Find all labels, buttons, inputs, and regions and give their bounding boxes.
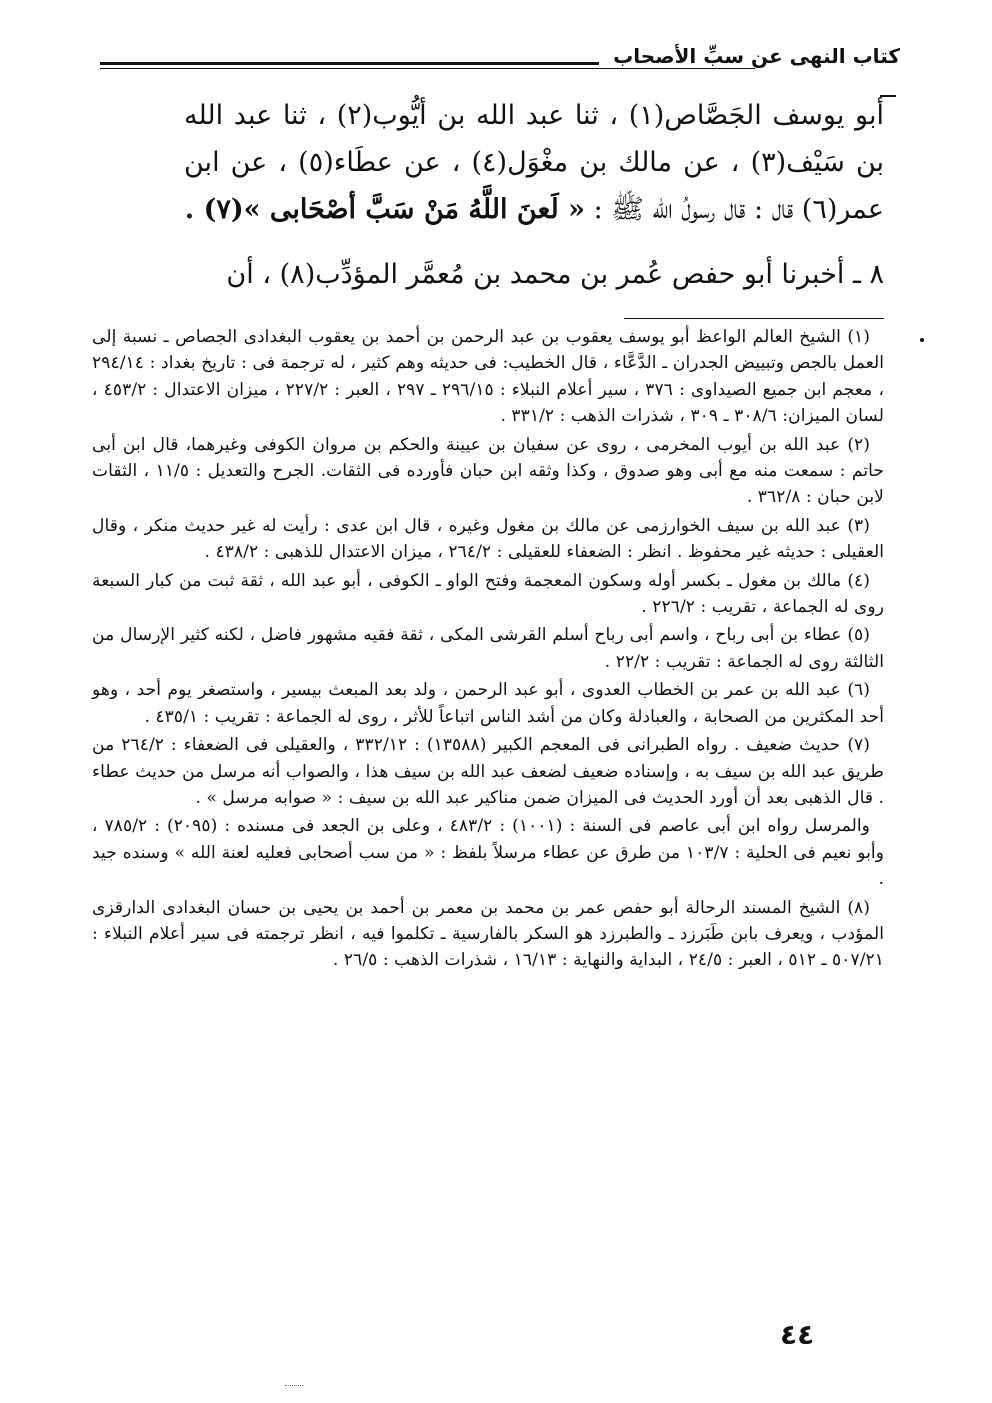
footnote-3: (٣) عبد الله بن سيف الخوارزمى عن مالك بن مغول وغيره ، قال ابن عدى : رأيت له غير حديث منكر ، وقال العقيلى : حديثه غير محفوظ . انظر : الضعفاء للعقيلى : ٢٦٤/٢ ، ميزان الاعتدال للذهبى : ٤٣٨/٢ . xyxy=(92,515,884,563)
margin-dot xyxy=(920,338,924,342)
footnotes xyxy=(92,324,884,976)
footnote-7-continued: والمرسل رواه ابن أبى عاصم فى السنة : (١٠٠١) : ٤٨٣/٢ ، وعلى بن الجعد فى مسنده : (٢٠٩٥) : ٧٨٥/٢ ، وأبو نعيم فى الحلية : ١٠٣/٧ من طرق عن عطاء مرسلاً بلفظ : « من سب أصحابى فعليه لعنة الله » وسنده جيد . xyxy=(92,816,884,890)
scan-mark xyxy=(285,1385,303,1386)
footnote-2: (٢) عبد الله بن أيوب المخرمى ، روى عن سفيان بن عيينة والحكم بن مروان الكوفى وغيرهما، قال ابن أبى حاتم : سمعت منه مع أبى وهو صدوق ، وكذا وثقه ابن حبان فأورده فى الثقات. الجرح والتعديل : ١١/٥ ، الثقات لابن حبان : ٣٦٢/٨ . xyxy=(92,434,884,508)
page-number: ٤٤ xyxy=(780,1318,815,1351)
footnote-7: (٧) حديث ضعيف . رواه الطبرانى فى المعجم الكبير (١٣٥٨٨) : ٣٣٢/١٢ ، والعقيلى فى الضعفاء : ٢٦٤/٢ من طريق عبد الله بن سيف به ، وإسناده ضعيف لضعف عبد الله بن سيف هذا ، والصواب أنه مرسل من حديث عطاء . قال الذهبى بعد أن أورد الحديث فى الميزان ضمن مناكير عبد الله بن سيف : « صوابه مرسل » . xyxy=(92,735,884,808)
footnote-4: (٤) مالك بن مغول ـ بكسر أوله وسكون المعجمة وفتح الواو ـ الكوفى ، أبو عبد الله ، ثقة ثبت من كبار السبعة روى له الجماعة ، تقريب : ٢٢٦/٢ . xyxy=(92,570,884,618)
footnote-1: (١) الشيخ العالم الواعظ أبو يوسف يعقوب بن عبد الرحمن بن أحمد بن يعقوب البغدادى الجصاص ـ نسبة إلى العمل بالجص وتبييض الجدران ـ الدَّعَّاء ، قال الخطيب: فى حديثه وهم كثير ، له ترجمة فى : تاريخ بغداد : ٢٩٤/١٤ ، معجم ابن جميع الصيداوى : ٣٧٦ ، سير أعلام النبلاء : ٢٩٦/١٥ ـ ٢٩٧ ، العبر : ٢٢٧/٢ ، ميزان الاعتدال : ٤٥٣/٢ ، لسان الميزان: ٣٠٨/٦ ـ ٣٠٩ ، شذرات الذهب : ٣٣١/٢ . xyxy=(92,327,884,427)
footnote-separator xyxy=(624,318,884,319)
footnote-5: (٥) عطاء بن أبى رباح ، واسم أبى رباح أسلم القرشى المكى ، ثقة فقيه مشهور فاضل ، لكنه كثير الإرسال من الثالثة روى له الجماعة : تقريب : ٢٢/٢ . xyxy=(92,625,884,672)
footnote-8: (٨) الشيخ المسند الرحالة أبو حفص عمر بن محمد بن معمر بن أحمد بن يحيى بن حسان البغدادى الدارقزى المؤدب ، ويعرف بابن طَبَرزد ـ والطبرزد هو السكر بالفارسية ـ تكلموا فيه ، انظر ترجمته فى سير أعلام النبلاء : ٥٠٧/٢١ ـ ٥١٢ ، العبر : ٢٤/٥ ، البداية والنهاية : ١٦/١٣ ، شذرات الذهب : ٢٦/٥ . xyxy=(92,897,884,971)
main-text xyxy=(184,92,884,298)
footnote-6: (٦) عبد الله بن عمر بن الخطاب العدوى ، أبو عبد الرحمن ، ولد بعد المبعث بيسير ، واستصغر يوم أحد ، وهو أحد المكثرين من الصحابة ، والعبادلة وكان من أشد الناس اتباعاً للأثر ، روى له الجماعة : تقريب : ٤٣٥/١ . xyxy=(92,680,884,727)
hadith-paragraph xyxy=(184,92,884,233)
hadith-8-paragraph: ٨ ـ أخبرنا أبو حفص عُمر بن محمد بن مُعمَّر المؤدِّب(٨) ، أن xyxy=(226,259,884,290)
hadith-chain: أبو يوسف الجَصَّاص(١) ، ثنا عبد الله بن أيُّوب(٢) ، ثنا عبد الله بن سَيْف(٣) ، عن مالك بن مغْوَل(٤) ، عن عطَاء(٥) ، عن ابن عمر(٦) قال : قال رسولُ الله ﷺ : xyxy=(184,100,885,225)
running-header xyxy=(100,40,900,80)
header-title: كتاب النهى عن سبِّ الأصحاب xyxy=(599,44,900,68)
hadith-quote: « لَعنَ اللَّهُ مَنْ سَبَّ أصْحَابى »(٧) . xyxy=(184,194,585,225)
header-rule-thin xyxy=(100,68,755,69)
